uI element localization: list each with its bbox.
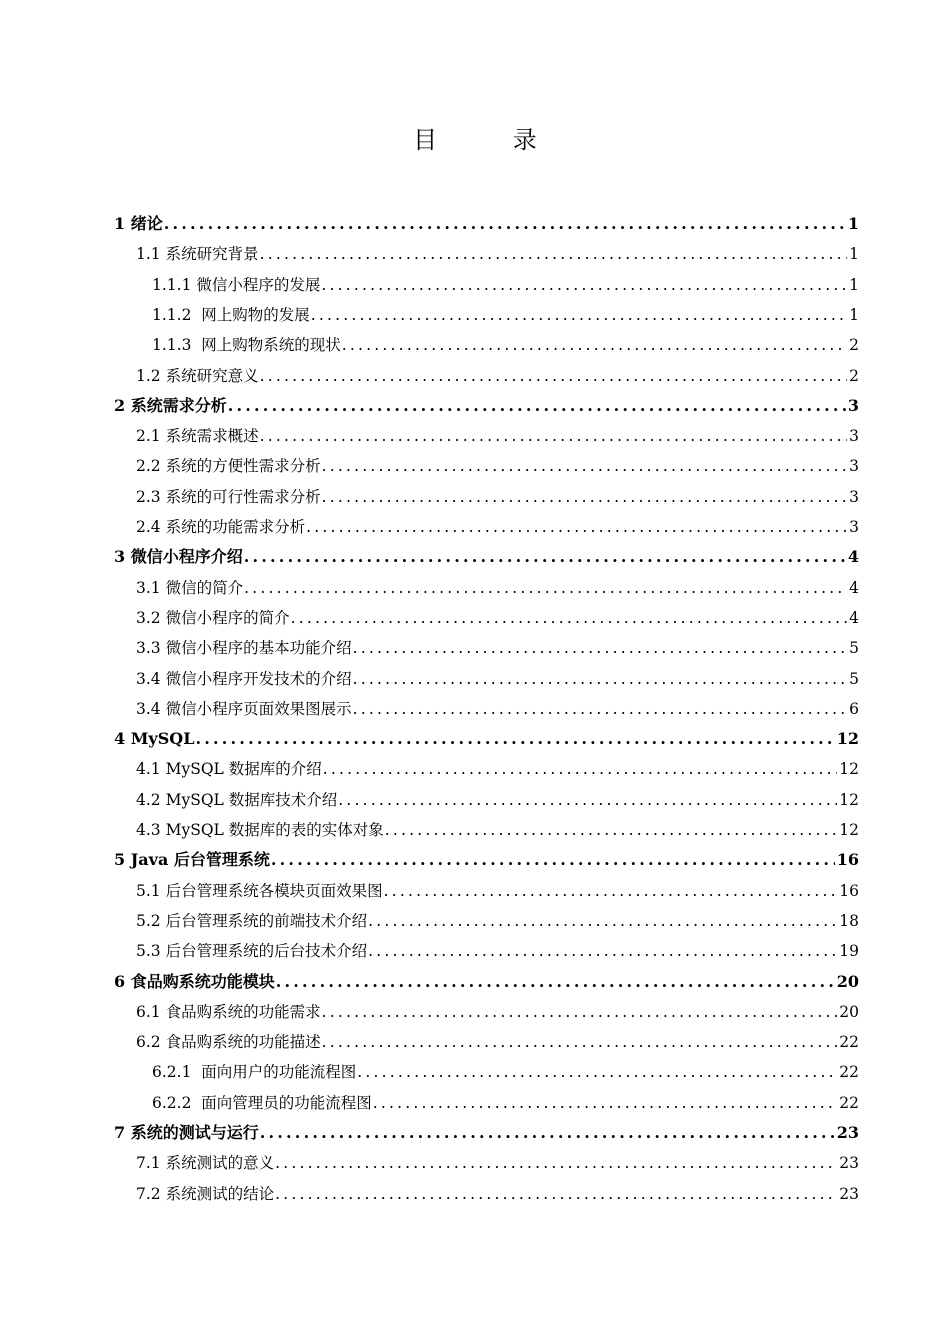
toc-entry-level-2[interactable] [0, 936, 950, 966]
toc-entry-level-2[interactable] [0, 361, 950, 391]
toc-entry-page-number: 1 [849, 275, 859, 294]
toc-dot-leader [368, 906, 837, 936]
toc-entry-page-number: 18 [839, 911, 859, 930]
toc-entry-level-2[interactable] [0, 997, 950, 1027]
toc-entry-label: 2 系统需求分析 [114, 395, 227, 415]
toc-dot-leader [271, 845, 835, 875]
toc-entry-page-number: 2 [849, 366, 859, 385]
toc-entry-label: 3.3 微信小程序的基本功能介绍 [136, 639, 352, 658]
toc-entry-page-number: 22 [839, 1063, 859, 1082]
toc-dot-leader [353, 664, 847, 694]
toc-entry-level-3[interactable] [0, 1088, 950, 1118]
toc-entry-page-number: 20 [839, 1002, 859, 1021]
toc-entry-page-number: 1 [849, 245, 859, 264]
toc-entry-page-number: 1 [849, 305, 859, 324]
toc-dot-leader [306, 512, 847, 542]
toc-dot-leader [228, 391, 846, 421]
toc-entry-level-2[interactable] [0, 785, 950, 815]
toc-dot-leader [260, 421, 847, 451]
toc-dot-leader [338, 785, 837, 815]
toc-entry-page-number: 3 [849, 457, 859, 476]
toc-dot-leader [353, 633, 847, 663]
toc-entry-level-2[interactable] [0, 633, 950, 663]
toc-entry-page-number: 5 [849, 669, 859, 688]
toc-entry-level-2[interactable] [0, 906, 950, 936]
toc-entry-level-2[interactable] [0, 603, 950, 633]
toc-entry-level-3[interactable] [0, 300, 950, 330]
toc-dot-leader [276, 967, 835, 997]
toc-dot-leader [244, 542, 846, 572]
toc-entry-level-1[interactable] [0, 391, 950, 421]
toc-entry-label: 6.2.2 面向管理员的功能流程图 [152, 1093, 372, 1112]
toc-entry-page-number: 12 [839, 821, 859, 839]
page-title: 目 录 [413, 126, 571, 154]
toc-entry-level-2[interactable] [0, 876, 950, 906]
toc-entry-label: 7 系统的测试与运行 [114, 1123, 259, 1142]
toc-entry-label: 5 Java 后台管理系统 [114, 850, 270, 870]
toc-entry-page-number: 3 [849, 427, 859, 446]
toc-dot-leader [321, 270, 847, 300]
toc-dot-leader [353, 694, 847, 724]
toc-entry-page-number: 20 [836, 971, 859, 991]
toc-entry-level-2[interactable] [0, 694, 950, 724]
toc-entry-page-number: 3 [849, 487, 859, 506]
toc-dot-leader [323, 754, 838, 784]
toc-entry-label: 3.4 微信小程序开发技术的介绍 [136, 669, 352, 688]
toc-entry-label: 5.1 后台管理系统各模块页面效果图 [136, 881, 383, 900]
toc-entry-label: 6.2.1 面向用户的功能流程图 [152, 1063, 357, 1082]
toc-dot-leader [244, 573, 847, 603]
toc-entry-page-number: 12 [839, 790, 859, 809]
toc-entry-page-number: 4 [849, 608, 859, 627]
toc-dot-leader [275, 1148, 837, 1178]
toc-entry-label: 3.1 微信的简介 [136, 578, 244, 597]
toc-entry-label: 7.1 系统测试的意义 [136, 1154, 275, 1173]
toc-entry-page-number: 23 [839, 1154, 859, 1173]
toc-entry-page-number: 16 [839, 881, 859, 900]
toc-entry-label: 2.1 系统需求概述 [136, 427, 259, 446]
toc-entry-page-number: 12 [836, 729, 859, 749]
toc-entry-page-number: 6 [849, 699, 859, 718]
toc-dot-leader [357, 1057, 837, 1087]
toc-entry-level-2[interactable] [0, 239, 950, 269]
toc-entry-label: 1.1 系统研究背景 [136, 245, 259, 264]
toc-dot-leader [291, 603, 847, 633]
toc-entry-page-number: 23 [836, 1123, 859, 1142]
toc-dot-leader [260, 1118, 835, 1148]
toc-entry-page-number: 22 [839, 1033, 859, 1052]
toc-entry-page-number: 16 [836, 850, 859, 870]
toc-entry-page-number: 3 [847, 395, 859, 415]
toc-dot-leader [322, 451, 847, 481]
toc-dot-leader [311, 300, 847, 330]
toc-dot-leader [322, 482, 847, 512]
toc-entry-level-3[interactable] [0, 1057, 950, 1087]
toc-dot-leader [384, 876, 838, 906]
toc-entry-label: 5.2 后台管理系统的前端技术介绍 [136, 911, 368, 930]
toc-entry-page-number: 19 [839, 942, 859, 961]
toc-dot-leader [195, 724, 834, 754]
toc-entry-level-1[interactable] [0, 967, 950, 997]
toc-entry-level-1[interactable] [0, 542, 950, 572]
toc-entry-label: 5.3 后台管理系统的后台技术介绍 [136, 942, 368, 961]
toc-entry-label: 6.1 食品购系统的功能需求 [136, 1002, 321, 1021]
toc-entry-level-2[interactable] [0, 754, 950, 784]
toc-entry-level-3[interactable] [0, 270, 950, 300]
toc-dot-leader [275, 1179, 837, 1209]
toc-entry-label: 2.2 系统的方便性需求分析 [136, 457, 321, 476]
toc-dot-leader [368, 936, 837, 966]
toc-entry-level-1[interactable] [0, 1118, 950, 1148]
toc-entry-label: 2.3 系统的可行性需求分析 [136, 487, 321, 506]
toc-dot-leader [373, 1088, 837, 1118]
toc-entry-page-number: 4 [849, 578, 859, 597]
toc-entry-label: 1.1.3 网上购物系统的现状 [152, 336, 341, 355]
toc-entry-label: 6 食品购系统功能模块 [114, 971, 275, 991]
toc-entry-label: 3 微信小程序介绍 [114, 547, 243, 567]
toc-dot-leader [322, 997, 838, 1027]
toc-entry-page-number: 2 [849, 336, 859, 355]
toc-entry-label: 4 MySQL [114, 729, 195, 749]
toc-entry-page-number: 22 [839, 1093, 859, 1112]
toc-dot-leader [385, 815, 838, 845]
toc-entry-page-number: 5 [849, 639, 859, 658]
toc-entry-level-2[interactable] [0, 1179, 950, 1209]
toc-entry-level-1[interactable] [0, 209, 950, 239]
toc-entry-label: 4.1 MySQL 数据库的介绍 [136, 760, 322, 779]
toc-entry-level-2[interactable] [0, 1027, 950, 1057]
toc-entry-level-2[interactable] [0, 664, 950, 694]
toc-dot-leader [342, 330, 847, 360]
toc-entry-label: 4.3 MySQL 数据库的表的实体对象 [136, 821, 384, 839]
toc-entry-label: 7.2 系统测试的结论 [136, 1184, 275, 1203]
toc-entry-level-2[interactable] [0, 573, 950, 603]
toc-entry-label: 1.1.2 网上购物的发展 [152, 305, 310, 324]
toc-dot-leader [164, 209, 846, 239]
toc-entry-page-number: 4 [847, 547, 859, 567]
toc-entry-level-2[interactable] [0, 451, 950, 481]
toc-entry-label: 2.4 系统的功能需求分析 [136, 518, 306, 536]
toc-entry-label: 3.4 微信小程序页面效果图展示 [136, 699, 352, 718]
toc-entry-level-2[interactable] [0, 482, 950, 512]
toc-entry-level-2[interactable] [0, 1148, 950, 1178]
toc-entry-label: 1.1.1 微信小程序的发展 [152, 275, 321, 294]
toc-entry-label: 6.2 食品购系统的功能描述 [136, 1033, 321, 1052]
toc-entry-level-2[interactable] [0, 512, 950, 542]
toc-dot-leader [260, 361, 847, 391]
toc-entry-level-2[interactable] [0, 815, 950, 845]
toc-entry-level-3[interactable] [0, 330, 950, 360]
toc-dot-leader [322, 1027, 838, 1057]
toc-entry-page-number: 1 [847, 214, 859, 233]
toc-entry-level-2[interactable] [0, 421, 950, 451]
toc-dot-leader [260, 239, 847, 269]
toc-entry-label: 3.2 微信小程序的简介 [136, 608, 290, 627]
toc-entry-label: 1.2 系统研究意义 [136, 366, 259, 385]
toc-entry-page-number: 23 [839, 1184, 859, 1203]
toc-entry-level-1[interactable] [0, 724, 950, 754]
toc-entry-label: 4.2 MySQL 数据库技术介绍 [136, 790, 338, 809]
toc-entry-page-number: 12 [839, 760, 859, 779]
toc-entry-page-number: 3 [849, 518, 859, 536]
toc-entry-level-1[interactable] [0, 845, 950, 875]
toc-entry-label: 1 绪论 [114, 214, 163, 233]
